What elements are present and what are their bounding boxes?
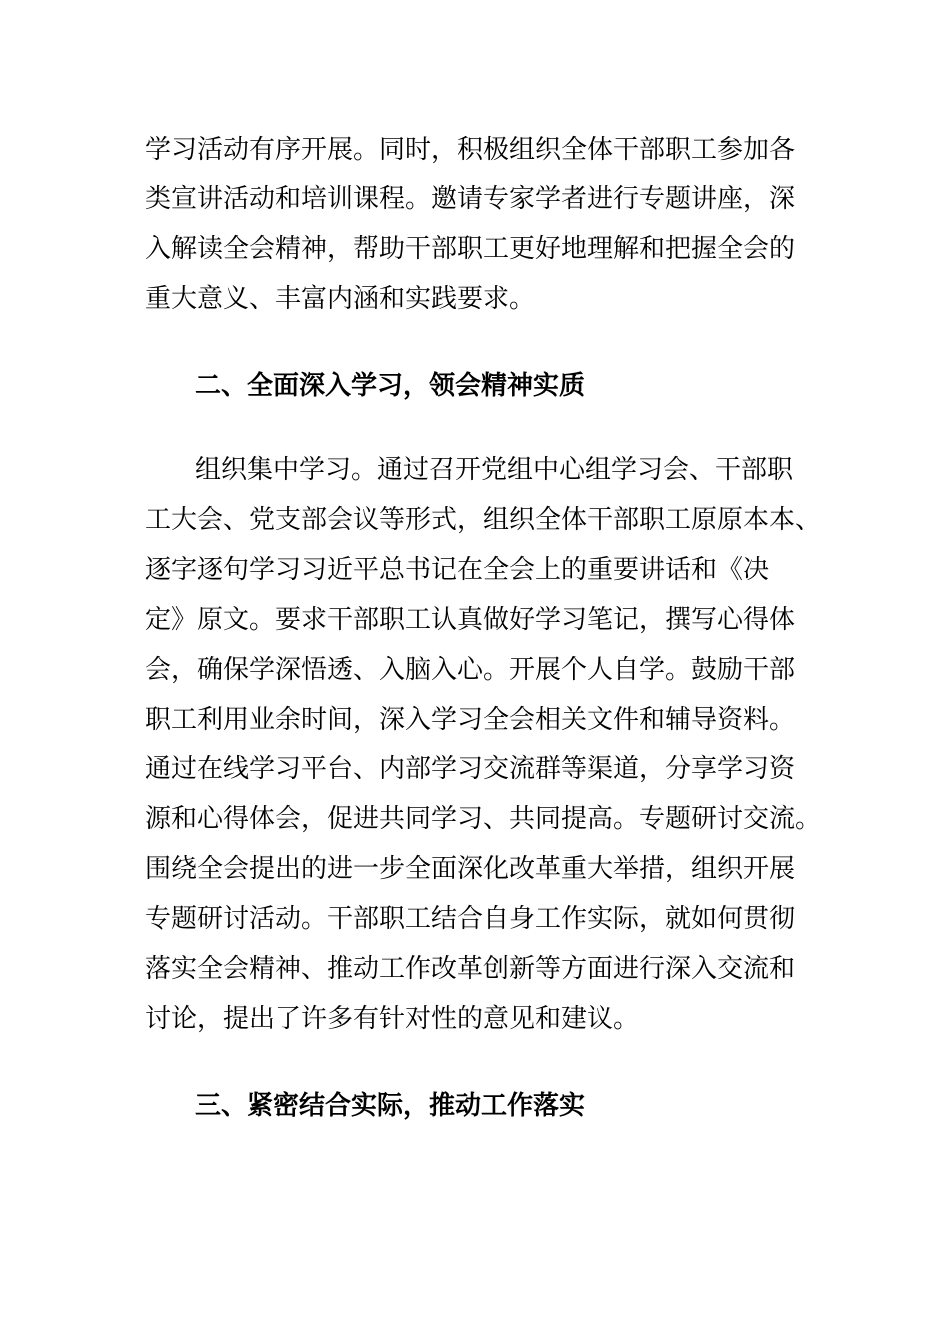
paragraph-2-line-7: 通过在线学习平台、内部学习交流群等渠道，分享学习资	[145, 754, 796, 784]
paragraph-2-line-5: 会，确保学深悟透、入脑入心。开展个人自学。鼓励干部	[145, 655, 796, 685]
paragraph-2-line-2: 工大会、党支部会议等形式，组织全体干部职工原原本本、	[145, 505, 822, 535]
paragraph-2-line-8: 源和心得体会，促进共同学习、共同提高。专题研讨交流。	[145, 804, 822, 834]
paragraph-2-line-12: 讨论，提出了许多有针对性的意见和建议。	[145, 1004, 640, 1034]
paragraph-2-line-9: 围绕全会提出的进一步全面深化改革重大举措，组织开展	[145, 854, 796, 884]
paragraph-2-line-10: 专题研讨活动。干部职工结合自身工作实际，就如何贯彻	[145, 904, 796, 934]
section-heading-3: 三、紧密结合实际，推动工作落实	[195, 1091, 586, 1121]
paragraph-1-line-3: 入解读全会精神，帮助干部职工更好地理解和把握全会的	[145, 234, 796, 264]
paragraph-1-line-2: 类宣讲活动和培训课程。邀请专家学者进行专题讲座，深	[145, 184, 796, 214]
paragraph-2-line-1: 组织集中学习。通过召开党组中心组学习会、干部职	[195, 455, 794, 485]
section-heading-2: 二、全面深入学习，领会精神实质	[195, 371, 586, 401]
paragraph-1-line-1: 学习活动有序开展。同时，积极组织全体干部职工参加各	[145, 135, 796, 165]
paragraph-2-line-3: 逐字逐句学习习近平总书记在全会上的重要讲话和《决	[145, 555, 770, 585]
paragraph-2-line-6: 职工利用业余时间，深入学习全会相关文件和辅导资料。	[145, 705, 796, 735]
paragraph-2-line-11: 落实全会精神、推动工作改革创新等方面进行深入交流和	[145, 954, 796, 984]
paragraph-2-line-4: 定》原文。要求干部职工认真做好学习笔记，撰写心得体	[145, 605, 796, 635]
paragraph-1-line-4: 重大意义、丰富内涵和实践要求。	[145, 284, 536, 314]
